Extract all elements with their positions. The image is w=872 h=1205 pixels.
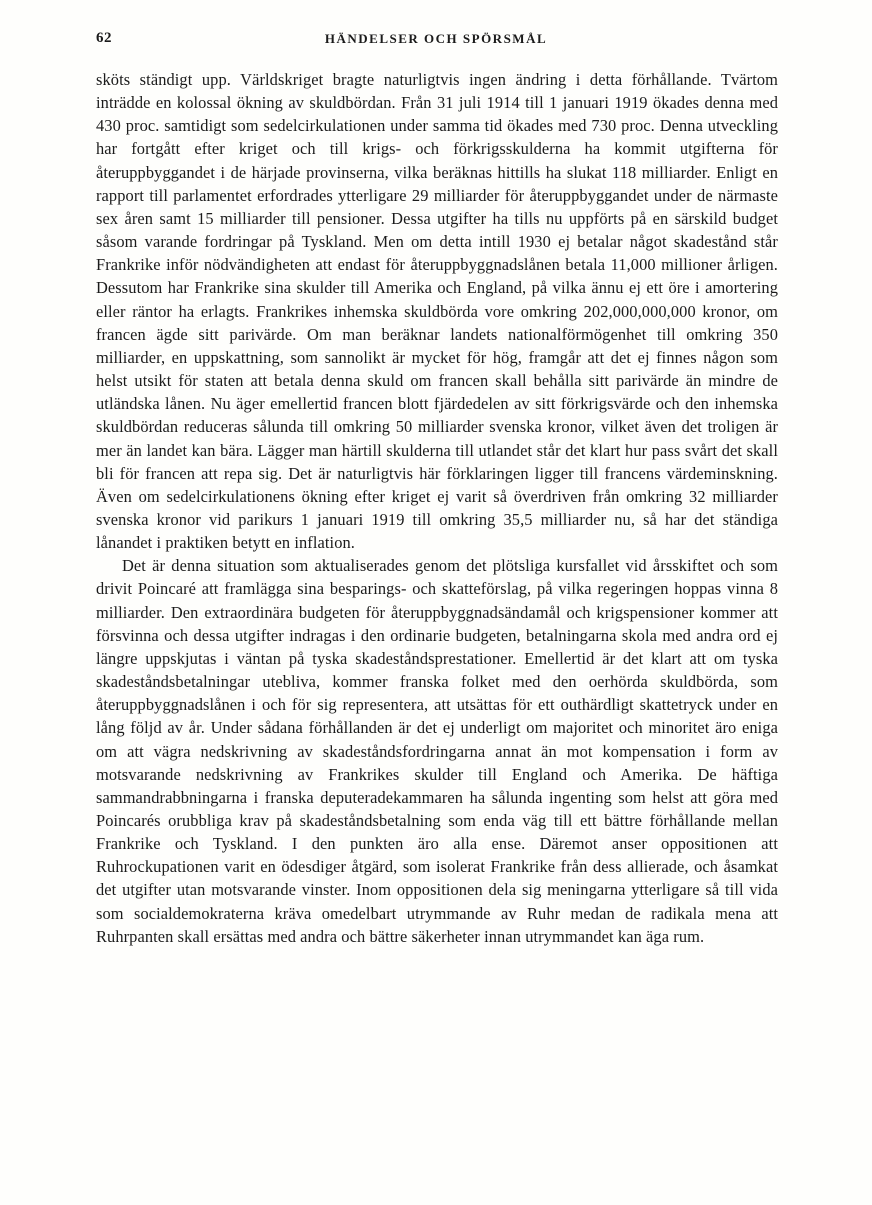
page-header (96, 30, 776, 52)
page-number: 62 (96, 30, 112, 46)
paragraph: Det är denna situation som aktualiserades genom det plötsliga kursfallet vid årsskiftet och som drivit Poincaré att framlägga sina besparings- och skatteförslag, på vilka regeringen hoppas vinna 8 milliarder. Den extraordinära budgeten för återuppbyggnadsändamål och krigspensioner kommer att försvinna och dessa utgifter indragas i den ordinarie budgeten, betalningarna skola med andra ord ej längre uppskjutas i väntan på tyska skadeståndsprestationer. Emellertid är det klart att om tyska skadeståndsbetalningar utebliva, kommer franska folket med den oerhörda skuldbörda, som återuppbyggnadslånen i och för sig representera, att utsättas för ett outhärdligt skattetryck under en lång följd av år. Under sådana förhållanden är det ej underligt om majoritet och minoritet äro eniga om att vägra nedskrivning av skadeståndsfordringarna annat än mot kompensation i form av motsvarande nedskrivning av Frankrikes skulder till England och Amerika. De häftiga sammandrabbningarna i franska deputeradekammaren ha sålunda ingenting som helst att göra med Poincarés orubbliga krav på skadeståndsbetalning som enda väg till ett bättre förhållande mellan Frankrike och Tyskland. I den punkten äro alla ense. Däremot anser oppositionen att Ruhrockupationen varit en ödesdiger åtgärd, som isolerat Frankrike från dess allierade, och åsamkat det utgifter utan motsvarande vinster. Inom oppositionen dela sig meningarna ytterligare så till vida som socialdemokraterna kräva omedelbart utrymmande av Ruhr medan de radikala mena att Ruhrpanten skall ersättas med andra och bättre säkerheter innan utrymmandet kan äga rum. (96, 556, 778, 946)
paragraph: sköts ständigt upp. Världskriget bragte naturligtvis ingen ändring i detta förhållande. Tvärtom inträdde en kolossal ökning av skuldbördan. Från 31 juli 1914 till 1 januari 1919 ökades denna med 430 proc. samtidigt som sedelcirkulationen under samma tid ökades med 730 proc. Denna utveckling har fortgått efter kriget och till krigs- och förkrigsskulderna ha kommit utgifterna för återuppbyggandet i de härjade provinserna, vilka beräknas hittills ha slukat 118 milliarder. Enligt en rapport till parlamentet erfordrades ytterligare 29 milliarder för återuppbyggandet under de närmaste sex åren samt 15 milliarder till pensioner. Dessa utgifter ha tills nu uppförts på en särskild budget såsom varande fordringar på Tyskland. Men om detta intill 1930 ej betalar något skadestånd står Frankrike inför nödvändigheten att endast för återuppbyggnadslånen betala 11,000 millioner årligen. Dessutom har Frankrike sina skulder till Amerika och England, på vilka ännu ej ett öre i amortering eller räntor ha erlagts. Frankrikes inhemska skuldbörda vore omkring 202,000,000,000 kronor, om francen ägde sitt parivärde. Om man beräknar landets nationalförmögenhet till omkring 350 milliarder, en uppskattning, som sannolikt är mycket för hög, framgår att det ej finnes någon som helst utsikt för staten att betala denna skuld om francen skall behålla sitt parivärde än mindre de utländska lånen. Nu äger emellertid francen blott fjärdedelen av sitt förkrigsvärde och den inhemska skuldbördan reduceras sålunda till omkring 50 milliarder svenska kronor, vilket även det troligen är mer än landet kan bära. Lägger man härtill skulderna till utlandet står det klart hur pass svårt det skall bli för francen att repa sig. Det är naturligtvis här förklaringen ligger till francens värdeminskning. Även om sedelcirkulationens ökning efter kriget ej varit så överdriven från omkring 32 milliarder svenska kronor vid parikurs 1 januari 1919 till omkring 35,5 milliarder nu, så har det ständiga lånandet i praktiken betytt en inflation. (96, 70, 778, 553)
body-text (96, 68, 778, 948)
running-head: HÄNDELSER OCH SPÖRSMÅL (324, 31, 548, 46)
